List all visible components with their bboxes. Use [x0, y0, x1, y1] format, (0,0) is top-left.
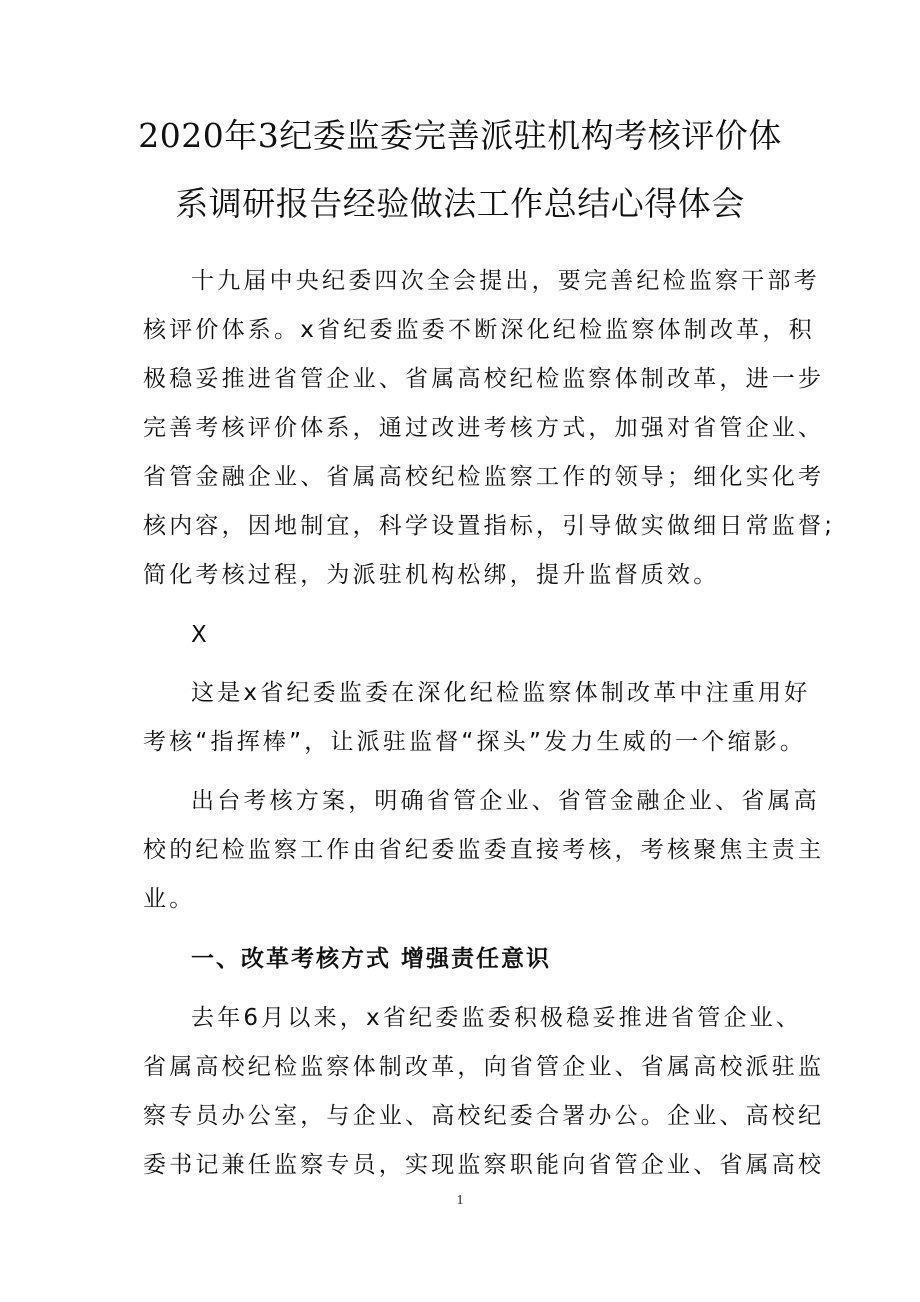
paragraph-1-line-7: 简化考核过程，为派驻机构松绑，提升监督质效。 [143, 562, 720, 588]
paragraph-5-line-3: 察专员办公室，与企业、高校纪委合署办公。企业、高校纪 [143, 1103, 825, 1129]
paragraph-1-line-3: 极稳妥推进省管企业、省属高校纪检监察体制改革，进一步 [143, 366, 825, 392]
paragraph-5-line-4: 委书记兼任监察专员，实现监察职能向省管企业、省属高校 [143, 1152, 825, 1178]
document-title-line-2: 系调研报告经验做法工作总结心得体会 [175, 184, 745, 223]
paragraph-4-line-1: 出台考核方案，明确省管企业、省管金融企业、省属高 [191, 788, 820, 814]
paragraph-1-line-6: 核内容，因地制宜，科学设置指标，引导做实做细日常监督; [143, 513, 836, 539]
paragraph-5-line-1: 去年6月以来，x省纪委监委积极稳妥推进省管企业、 [191, 1005, 803, 1031]
paragraph-3-line-1: 这是x省纪委监委在深化纪检监察体制改革中注重用好 [191, 680, 811, 706]
paragraph-3-line-2: 考核“指挥棒”，让派驻监督“探头”发力生威的一个缩影。 [143, 729, 807, 755]
paragraph-1-line-4: 完善考核评价体系，通过改进考核方式，加强对省管企业、 [143, 415, 825, 441]
paragraph-1-line-2: 核评价体系。x省纪委监委不断深化纪检监察体制改革，积 [143, 317, 815, 343]
paragraph-1-line-1: 十九届中央纪委四次全会提出，要完善纪检监察干部考 [191, 268, 820, 294]
paragraph-5-line-2: 省属高校纪检监察体制改革，向省管企业、省属高校派驻监 [143, 1054, 825, 1080]
paragraph-1-line-5: 省管金融企业、省属高校纪检监察工作的领导；细化实化考 [143, 464, 825, 490]
section-heading-1: 一、改革考核方式 增强责任意识 [191, 946, 552, 972]
document-title-line-1: 2020年3纪委监委完善派驻机构考核评价体 [138, 116, 782, 155]
page-number: 1 [456, 1193, 464, 1208]
paragraph-4-line-3: 业。 [143, 886, 196, 912]
paragraph-4-line-2: 校的纪检监察工作由省纪委监委直接考核，考核聚焦主责主 [143, 837, 825, 863]
paragraph-2: X [191, 622, 210, 648]
